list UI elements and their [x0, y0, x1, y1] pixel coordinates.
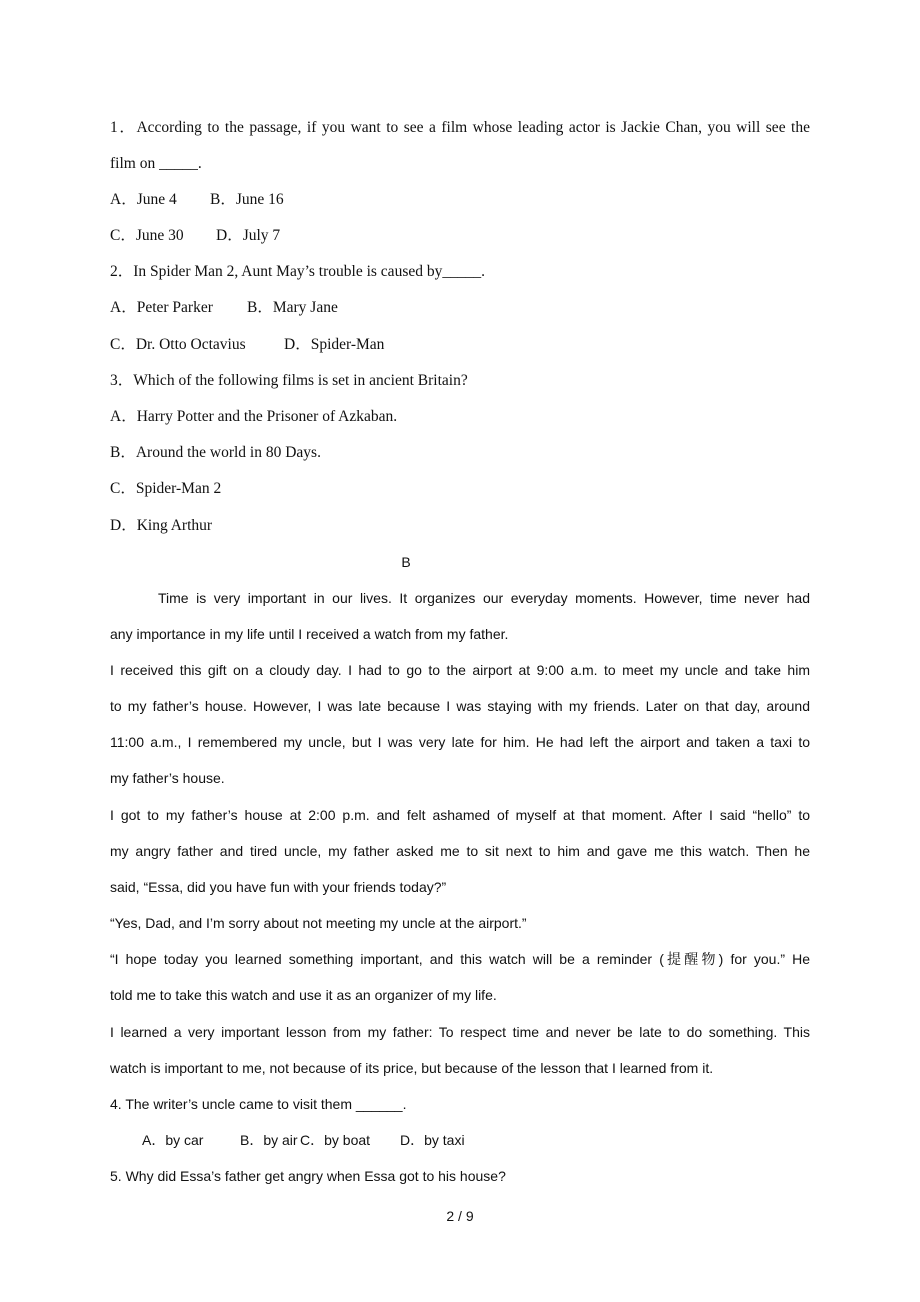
question-1-text-cont: film on _____.: [110, 155, 202, 172]
option-d: D．July 7: [216, 227, 281, 244]
option-c: C．June 30: [110, 227, 184, 244]
passage-line: Time is very important in our lives. It organizes our everyday moments. However, time never had: [158, 590, 810, 606]
option-d: D．by taxi: [400, 1132, 465, 1148]
option-a: A．June 4: [110, 191, 177, 208]
question-1-options-row-1: [110, 190, 284, 210]
question-3-option-d: D．King Arthur: [110, 517, 213, 534]
passage-line: I got to my father’s house at 2:00 p.m. and felt ashamed of myself at that moment. After I said “hello” to: [110, 807, 810, 823]
question-2-options-row-1: [110, 298, 338, 318]
page-number: 2 / 9: [446, 1208, 474, 1224]
option-a: A．by car: [142, 1132, 204, 1148]
option-d: D．Spider-Man: [284, 336, 385, 353]
question-3-option-c: C．Spider-Man 2: [110, 480, 222, 497]
question-5-text: 5. Why did Essa’s father get angry when Essa got to his house?: [110, 1168, 506, 1184]
passage-line: I received this gift on a cloudy day. I had to go to the airport at 9:00 a.m. to meet my uncle and take him: [110, 662, 810, 678]
option-b: B．Mary Jane: [247, 299, 338, 316]
question-4-options: [142, 1130, 465, 1150]
passage-line: I learned a very important lesson from my father: To respect time and never be late to do something. This: [110, 1024, 810, 1040]
passage-line: watch is important to me, not because of its price, but because of the lesson that I learned from it.: [110, 1060, 714, 1076]
option-b: B．by air: [240, 1132, 298, 1148]
passage-line: “I hope today you learned something important, and this watch will be a reminder (提醒物) for you.” He: [110, 951, 810, 967]
question-3-text: 3．Which of the following films is set in ancient Britain?: [110, 372, 468, 389]
question-2-options-row-2: [110, 335, 384, 355]
passage-line: 11:00 a.m., I remembered my uncle, but I was very late for him. He had left the airport and taken a taxi to: [110, 734, 810, 750]
passage-line: to my father’s house. However, I was late because I was staying with my friends. Later on that day, around: [110, 698, 810, 714]
option-c: C．Dr. Otto Octavius: [110, 336, 246, 353]
passage-line: my father’s house.: [110, 770, 225, 786]
question-3-option-a: A．Harry Potter and the Prisoner of Azkaban.: [110, 408, 398, 425]
option-b: B．June 16: [210, 191, 284, 208]
question-2-text: 2．In Spider Man 2, Aunt May’s trouble is caused by_____.: [110, 263, 485, 280]
passage-line: any importance in my life until I received a watch from my father.: [110, 626, 509, 642]
option-c: C．by boat: [300, 1132, 371, 1148]
passage-line: my angry father and tired uncle, my father asked me to sit next to him and gave me this watch. Then he: [110, 843, 810, 859]
option-a: A．Peter Parker: [110, 299, 213, 316]
question-1-text: 1．According to the passage, if you want to see a film whose leading actor is Jackie Chan, you will see the: [110, 119, 810, 136]
question-4-text: 4. The writer’s uncle came to visit them ______.: [110, 1096, 407, 1112]
passage-line: said, “Essa, did you have fun with your friends today?”: [110, 879, 447, 895]
question-3-option-b: B．Around the world in 80 Days.: [110, 444, 321, 461]
passage-line: “Yes, Dad, and I’m sorry about not meeting my uncle at the airport.”: [110, 915, 527, 931]
section-heading-b: B: [401, 554, 411, 570]
passage-line: told me to take this watch and use it as an organizer of my life.: [110, 987, 497, 1003]
question-1-options-row-2: [110, 226, 280, 246]
